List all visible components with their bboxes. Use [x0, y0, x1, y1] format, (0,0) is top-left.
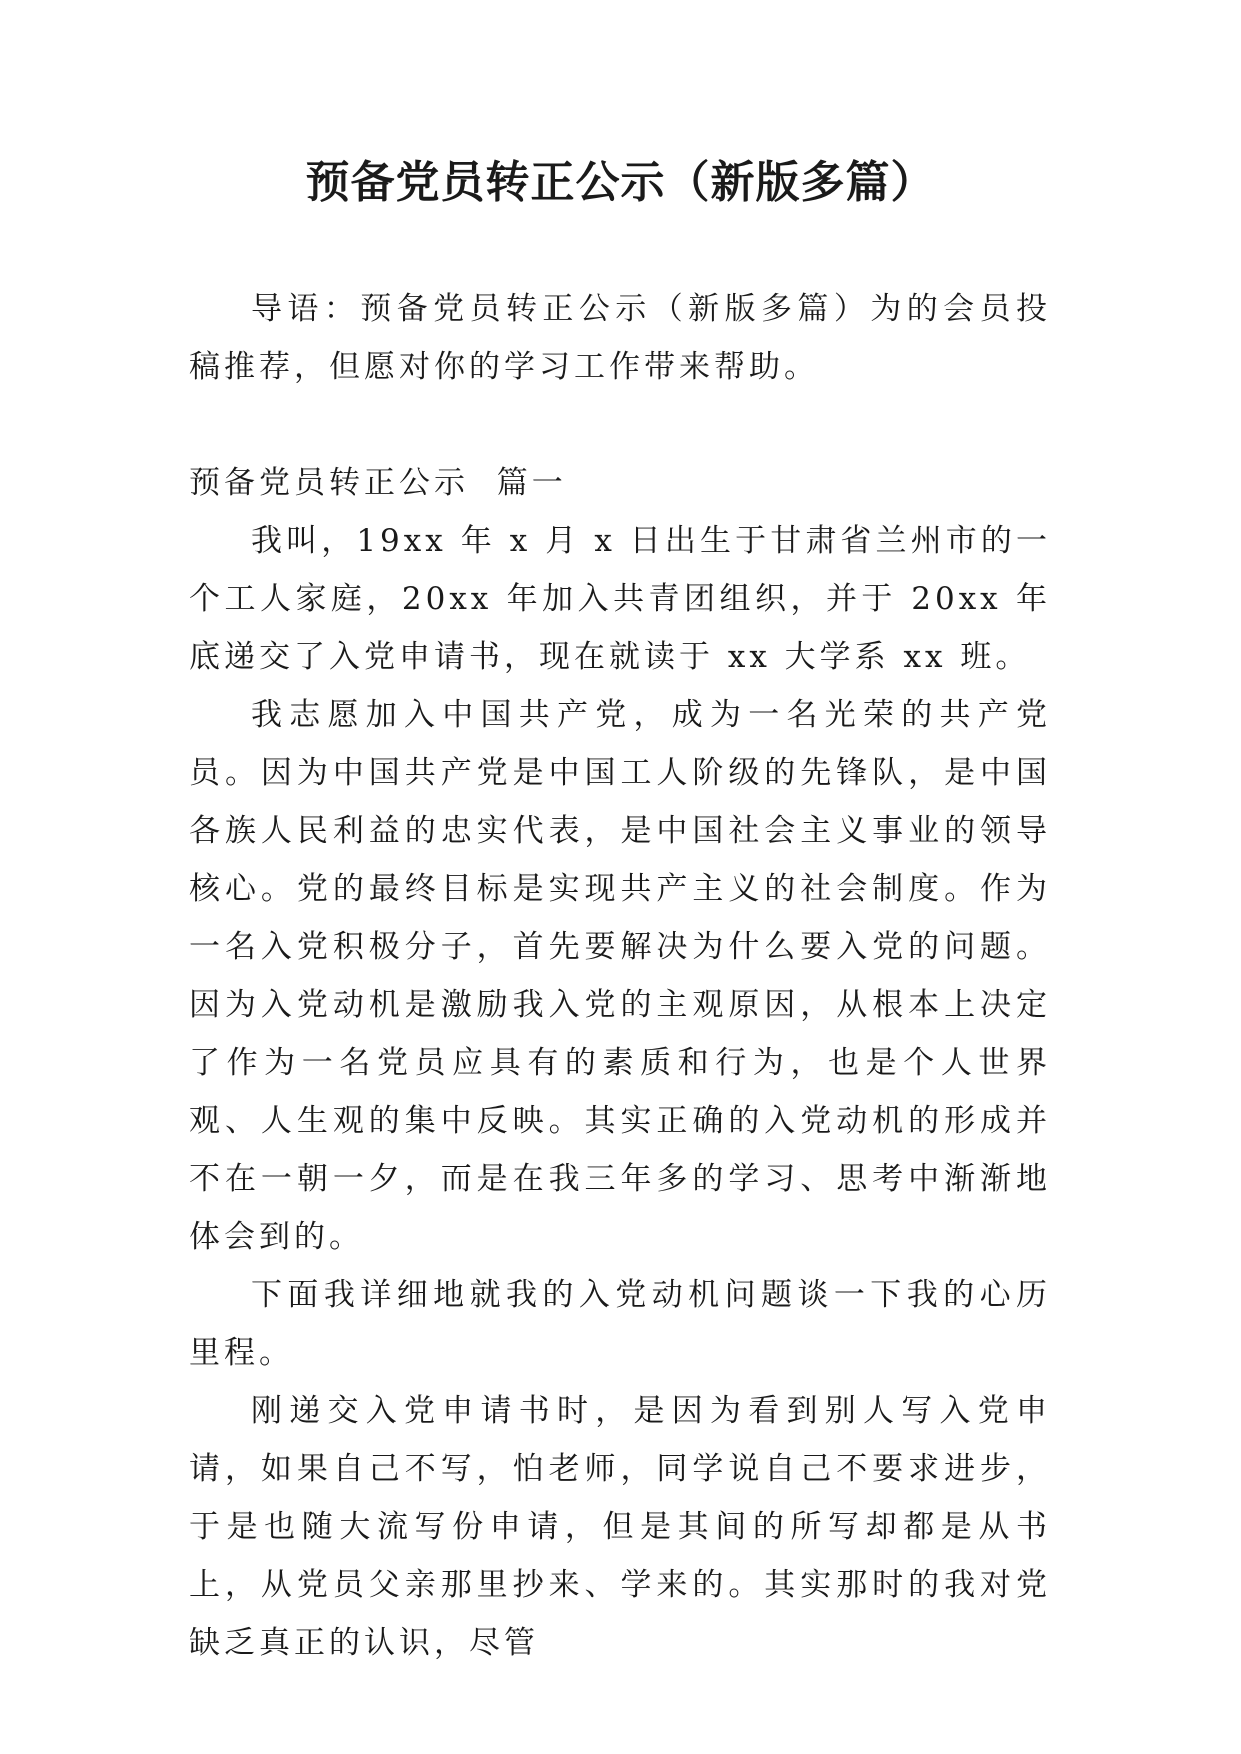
- section-heading: 预备党员转正公示 篇一: [189, 465, 567, 501]
- body-paragraph-3: 下面我详细地就我的入党动机问题谈一下我的心历里程。: [189, 1277, 1051, 1371]
- document-body: [189, 280, 1051, 1672]
- document-title: 预备党员转正公示（新版多篇）: [305, 157, 936, 208]
- body-paragraph-2: 我志愿加入中国共产党，成为一名光荣的共产党员。因为中国共产党是中国工人阶级的先锋队，是中国各族人民利益的忠实代表，是中国社会主义事业的领导核心。党的最终目标是实现共产主义的社会制度。作为一名入党积极分子，首先要解决为什么要入党的问题。因为入党动机是激励我入党的主观原因，从根本上决定了作为一名党员应具有的素质和行为，也是个人世界观、人生观的集中反映。其实正确的入党动机的形成并不在一朝一夕，而是在我三年多的学习、思考中渐渐地体会到的。: [189, 697, 1051, 1255]
- body-paragraph-1: 我叫，19xx 年 x 月 x 日出生于甘肃省兰州市的一个工人家庭，20xx 年加入共青团组织，并于 20xx 年底递交了入党申请书，现在就读于 xx 大学系 xx 班。: [189, 523, 1051, 675]
- body-paragraph-4: 刚递交入党申请书时，是因为看到别人写入党申请，如果自己不写，怕老师，同学说自己不要求进步，于是也随大流写份申请，但是其间的所写却都是从书上，从党员父亲那里抄来、学来的。其实那时的我对党缺乏真正的认识，尽管: [189, 1393, 1051, 1661]
- intro-paragraph: 导语：预备党员转正公示（新版多篇）为的会员投稿推荐，但愿对你的学习工作带来帮助。: [189, 291, 1051, 385]
